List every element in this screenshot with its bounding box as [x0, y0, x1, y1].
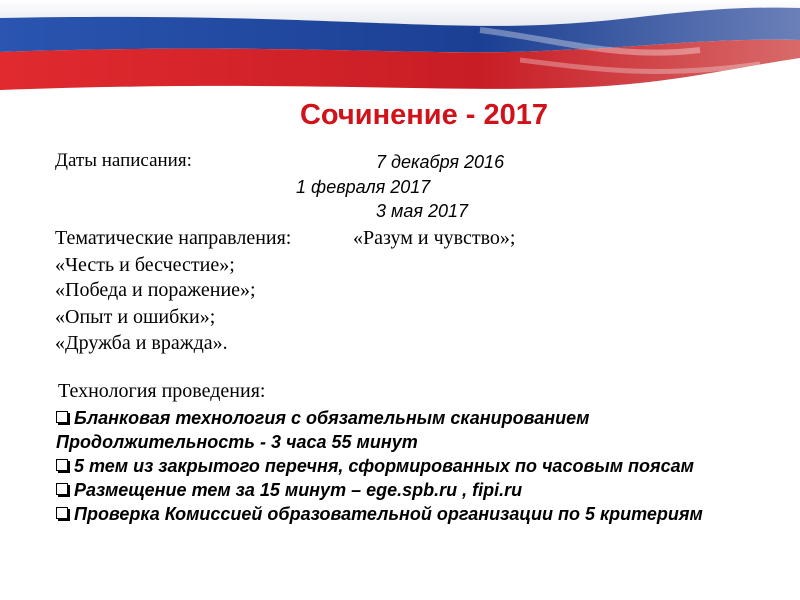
russian-flag-banner: [0, 0, 800, 95]
date-item: 3 мая 2017: [376, 201, 469, 221]
technology-item-text: 5 тем из закрытого перечня, сформированных по часовым поясам: [74, 456, 694, 476]
technology-item-text: Проверка Комиссией образовательной организации по 5 критериям: [74, 504, 703, 524]
list-item: [56, 454, 756, 478]
technology-item-text: Размещение тем за 15 минут – ege.spb.ru , fipi.ru: [74, 480, 523, 500]
checkbox-bullet-icon: [56, 483, 68, 495]
theme-item: «Честь и бесчестие»;: [55, 254, 235, 276]
checkbox-bullet-icon: [56, 411, 68, 423]
checkbox-bullet-icon: [56, 459, 68, 471]
dates-label: Даты написания:: [55, 150, 192, 171]
checkbox-bullet-icon: [56, 507, 68, 519]
theme-item: «Победа и поражение»;: [55, 279, 256, 301]
list-item: [56, 502, 756, 526]
theme-item: «Разум и чувство»;: [353, 227, 516, 249]
theme-item: «Опыт и ошибки»;: [55, 306, 216, 328]
themes-label: Тематические направления:: [55, 227, 292, 249]
list-item: [56, 406, 756, 454]
list-item: [56, 478, 756, 502]
date-item: 1 февраля 2017: [296, 177, 431, 197]
theme-item: «Дружба и вражда».: [55, 332, 228, 354]
technology-label: Технология проведения:: [58, 380, 266, 402]
date-item: 7 декабря 2016: [376, 152, 505, 172]
slide-title: Сочинение - 2017: [299, 99, 548, 131]
technology-item-text: Бланковая технология с обязательным сканированием Продолжительность - 3 часа 55 минут: [56, 408, 590, 452]
technology-list: [56, 406, 756, 526]
